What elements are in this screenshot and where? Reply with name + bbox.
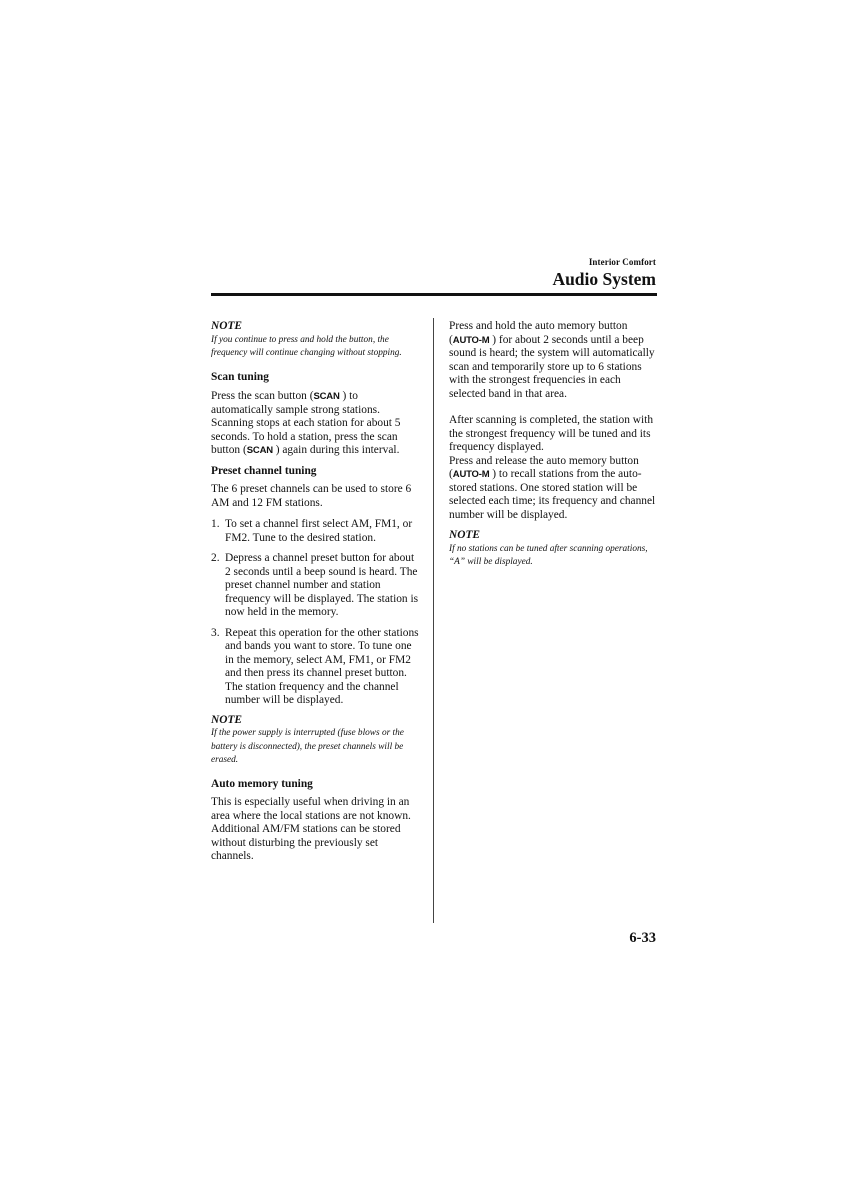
note-text: If no stations can be tuned after scanning operations, “A” will be displayed. [449, 543, 648, 567]
text-fragment: Press and hold the auto memory button ( [449, 320, 628, 346]
scan-key-label: SCAN [246, 445, 273, 456]
note-heading: NOTE [211, 320, 243, 332]
preset-tuning-heading: Preset channel tuning [211, 464, 317, 477]
header-rule [211, 293, 657, 296]
after-scan-text: After scanning is completed, the station with the strongest frequency will be tuned and its frequency displayed. [449, 414, 654, 453]
right-column [449, 320, 657, 570]
text-fragment: ) for about 2 seconds until a beep sound is heard; the system will automatically scan and temporarily store up to 6 stations with the strongest frequencies in each selected band in that area. [449, 333, 655, 400]
scan-tuning-text [211, 390, 419, 458]
page-header [552, 257, 656, 290]
steps-list [211, 518, 419, 708]
step-number: 1. [211, 518, 220, 530]
scan-tuning-heading: Scan tuning [211, 370, 269, 383]
auto-m-key-label: AUTO-M [452, 469, 490, 480]
page-title: Audio System [552, 269, 656, 289]
column-divider [433, 318, 434, 923]
section-label: Interior Comfort [588, 257, 656, 267]
text-fragment: ) to recall stations from the auto-stored stations. One stored station will be selected each time; its frequency and channel number will be displayed. [449, 468, 656, 521]
step-number: 2. [211, 552, 220, 564]
step-text: To set a channel first select AM, FM1, or FM2. Tune to the desired station. [225, 518, 413, 544]
text-fragment: Press the scan button ( [211, 390, 314, 402]
text-fragment: ) again during this interval. [272, 444, 400, 456]
auto-memory-instructions [449, 320, 657, 401]
note-heading: NOTE [449, 529, 481, 541]
note-heading: NOTE [211, 713, 243, 726]
note-text: If you continue to press and hold the button, the frequency will continue changing without stopping. [211, 334, 402, 358]
step-text: Depress a channel preset button for about 2 seconds until a beep sound is heard. The preset channel number and station frequency will be displayed. The station is now held in the memory. [225, 552, 419, 618]
auto-memory-text: This is especially useful when driving in an area where the local stations are not known. Additional AM/FM stations can be stored without disturbing the previously set channels. [211, 796, 411, 862]
auto-memory-heading: Auto memory tuning [211, 777, 313, 790]
step-text: Repeat this operation for the other stations and bands you want to store. To tune one in the memory, select AM, FM1, or FM2 and then press its channel preset button. The station frequency and the channel number will be displayed. [225, 626, 419, 706]
page-number: 6-33 [629, 930, 656, 946]
note-text: If the power supply is interrupted (fuse blows or the battery is disconnected), the preset channels will be erased. [211, 728, 404, 765]
auto-m-key-label: AUTO-M [452, 334, 490, 346]
text-fragment: Press and release the auto memory button ( [449, 454, 639, 480]
list-item [211, 552, 419, 620]
recall-instructions [449, 455, 657, 523]
list-item [211, 627, 419, 708]
left-column [211, 320, 419, 864]
scan-key-label: SCAN [313, 391, 340, 402]
preset-tuning-text: The 6 preset channels can be used to store 6 AM and 12 FM stations. [211, 483, 412, 509]
list-item [211, 518, 419, 545]
step-number: 3. [211, 626, 220, 639]
text-fragment: ) to automatically sample strong stations. Scanning stops at each station for about 5 seconds. To hold a station, press the scan button ( [211, 390, 401, 456]
